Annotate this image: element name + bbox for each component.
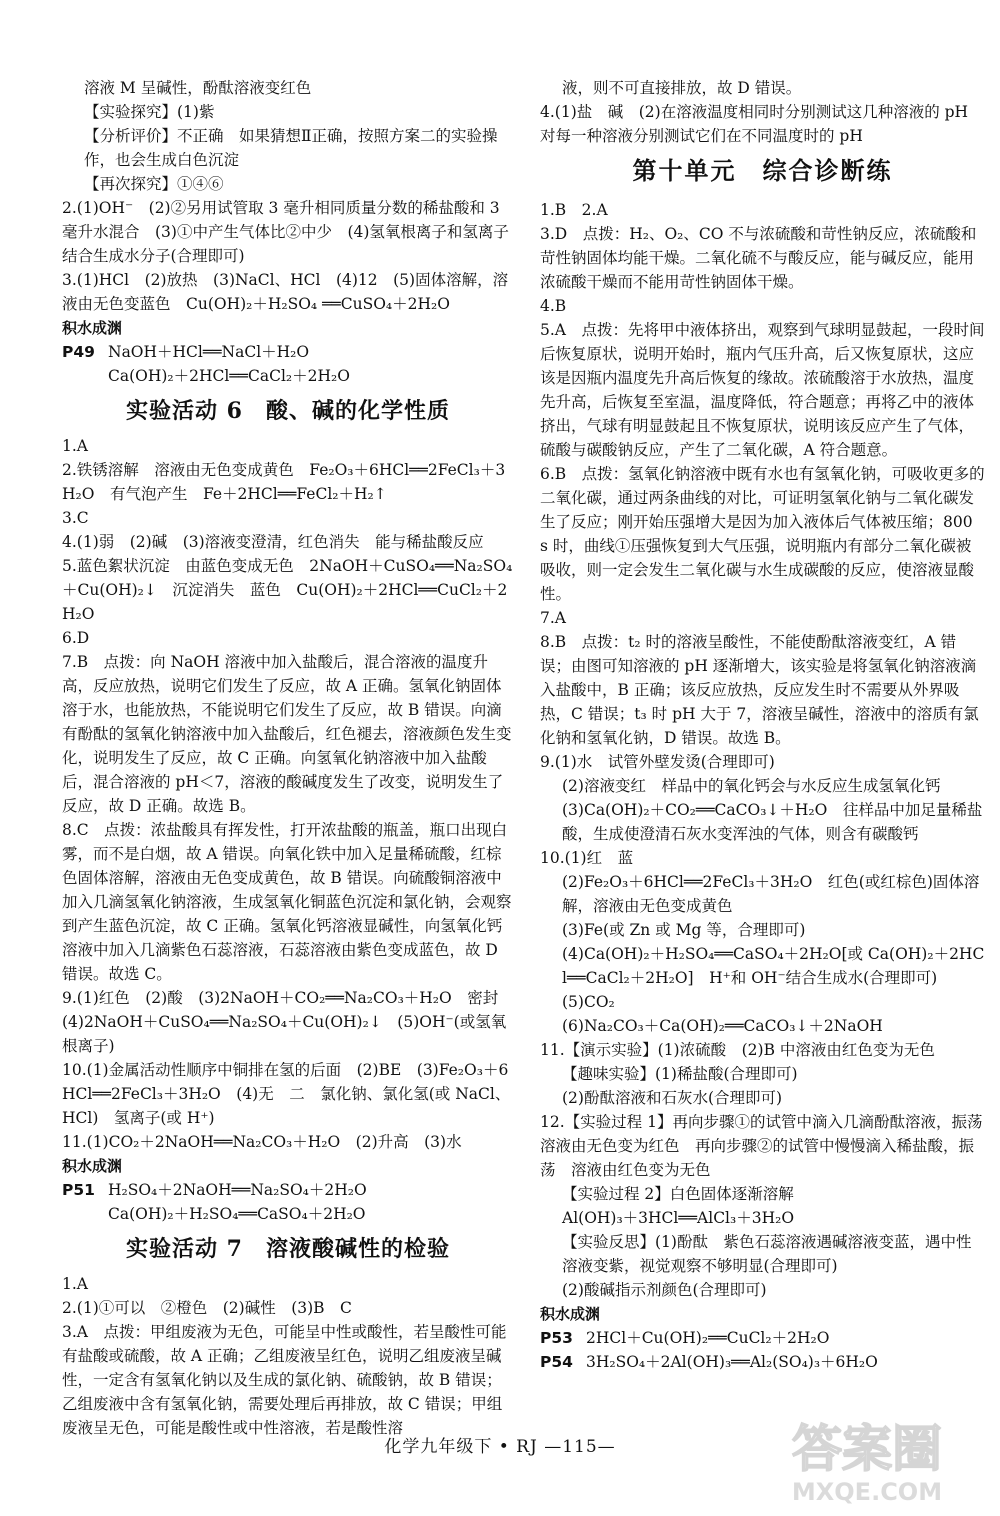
section-label: 积水成渊 [62,319,123,337]
answer-line: 9.(1)水 试管外壁发烫(合理即可) [540,753,775,771]
answer-line: 1.B 2.A [540,201,608,219]
answer-line: (5)CO₂ [562,993,615,1011]
answer-line: 1.A [62,1275,88,1293]
answer-line: (2)酸碱指示剂颜色(合理即可) [562,1281,767,1299]
watermark-logo [752,1408,982,1508]
answer-line: 8.B 点拨：t₂ 时的溶液呈酸性，不能使酚酞溶液变红，A 错误；由图可知溶液的 pH 逐渐增大，该实验是将氢氧化钠溶液滴入盐酸中，B 正确；该反应放热，反应发生时不需要从外界吸热，C 错误；t₃ 时 pH 大于 7，溶液呈碱性，溶液中的溶质有氯化钠和氢氧化钠，D 错误。故选 B。 [540,633,979,747]
answer-line: 12.【实验过程 1】再向步骤①的试管中滴入几滴酚酞溶液，振荡 溶液由无色变为红色 再向步骤②的试管中慢慢滴入稀盐酸，振荡 溶液由红色变为无色 [540,1113,998,1179]
answer-line: (3)Fe(或 Zn 或 Mg 等，合理即可) [562,921,806,939]
answer-line: 6.D [62,629,90,647]
equation: Ca(OH)₂＋2HCl══CaCl₂＋2H₂O [108,367,350,385]
answer-line: 9.(1)红色 (2)酸 (3)2NaOH＋CO₂══Na₂CO₃＋H₂O 密封 (4)2NaOH＋CuSO₄══Na₂SO₄＋Cu(OH)₂↓ (5)OH⁻(或氢氧根离子) [62,989,514,1055]
answer-line: 10.(1)红 蓝 [540,849,634,867]
equation: H₂SO₄＋2NaOH══Na₂SO₄＋2H₂O [108,1181,367,1199]
answer-line: (2)Fe₂O₃＋6HCl══2FeCl₃＋3H₂O 红色(或红棕色)固体溶解，溶液由无色变成黄色 [562,873,980,915]
page-ref-line [62,1178,514,1202]
answer-line: 【趣味实验】(1)稀盐酸(合理即可) [562,1065,798,1083]
page-ref-line [540,1326,985,1350]
watermark-main-text: 答案圈 [792,1420,942,1478]
answer-line: 2.(1)①可以 ②橙色 (2)碱性 (3)B C [62,1299,352,1317]
answer-line: (2)溶液变红 样品中的氧化钙会与水反应生成氢氧化钙 [562,777,941,795]
answers-block-e [540,198,998,1302]
answers-block-c [62,1272,514,1440]
right-column [540,76,998,1374]
answer-line: 【实验过程 2】白色固体逐渐溶解 [562,1185,794,1203]
equation: NaOH＋HCl══NaCl＋H₂O [108,343,310,361]
answer-line: 4.(1)弱 (2)碱 (3)溶液变澄清，红色消失 能与稀盐酸反应 [62,533,484,551]
answer-line: 2.(1)OH⁻ (2)②另用试管取 3 毫升相同质量分数的稀盐酸和 3 毫升水混合 (3)①中产生气体比②中少 (4)氢氧根离子和氢离子结合生成水分子(合理即可) [62,199,509,265]
equation: Ca(OH)₂＋H₂SO₄══CaSO₄＋2H₂O [108,1205,366,1223]
answer-line: 5.A 点拨：先将甲中液体挤出，观察到气球明显鼓起，一段时间后恢复原状，说明开始时，瓶内气压升高，后又恢复原状，这应该是因瓶内温度先升高后恢复的缘故。浓硫酸溶于水放热，温度先升高，后恢复至室温，温度降低，符合题意；再将乙中的液体挤出，气球有明显鼓起且不恢复原状，说明该反应产生了气体，硫酸与碳酸钠反应，产生了二氧化碳，A 符合题意。 [540,321,985,459]
answer-line: 7.B 点拨：向 NaOH 溶液中加入盐酸后，混合溶液的温度升高，反应放热，说明它们发生了反应，故 A 正确。氢氧化钠固体溶于水，也能放热，不能说明它们发生了反应，故 B 错误。向滴有酚酞的氢氧化钠溶液中加入盐酸后，红色褪去，溶液颜色发生变化，说明发生了反应，故 C 正确。向氢氧化钠溶液中加入盐酸后，混合溶液的 pH＜7，溶液的酸碱度发生了改变，说明发生了反应，故 D 正确。故选 B。 [62,653,512,815]
section-label: 积水成渊 [62,1157,123,1175]
answer-line: 【实验反思】(1)酚酞 紫色石蕊溶液遇碱溶液变蓝，遇中性溶液变紫，视觉观察不够明显(合理即可) [562,1233,972,1275]
page-footer: 化学九年级下 • RJ —115— [384,1437,616,1457]
page-ref-label: P54 [540,1353,573,1371]
answer-line: 【实验探究】(1)紫 [84,103,215,121]
answer-line: 5.蓝色絮状沉淀 由蓝色变成无色 2NaOH＋CuSO₄══Na₂SO₄＋Cu(OH)₂↓ 沉淀消失 蓝色 Cu(OH)₂＋2HCl══CuCl₂＋2H₂O [62,557,513,623]
answer-line: (3)Ca(OH)₂＋CO₂══CaCO₃↓＋H₂O 往样品中加足量稀盐酸，生成使澄清石灰水变浑浊的气体，则含有碳酸钙 [562,801,983,843]
watermark-sub-text: MXQE.COM [791,1478,943,1506]
answers-block-d [540,76,985,148]
section-title: 实验活动 6 酸、碱的化学性质 [126,398,450,424]
answer-line: 2.铁锈溶解 溶液由无色变成黄色 Fe₂O₃＋6HCl══2FeCl₃＋3H₂O 有气泡产生 Fe＋2HCl══FeCl₂＋H₂↑ [62,461,506,503]
unit-title: 第十单元 综合诊断练 [632,156,893,185]
page-ref-label: P49 [62,343,95,361]
section-title: 实验活动 7 溶液酸碱性的检验 [126,1236,450,1262]
answer-line: 4.B [540,297,567,315]
answer-line: 10.(1)金属活动性顺序中铜排在氢的后面 (2)BE (3)Fe₂O₃＋6HCl══2FeCl₃＋3H₂O (4)无 二 氯化钠、氯化氢(或 NaCl、HCl) 氢离子(或 H⁺) [62,1061,511,1127]
answer-line: 11.【演示实验】(1)浓硫酸 (2)B 中溶液由红色变为无色 [540,1041,935,1059]
answer-line: 7.A [540,609,566,627]
answers-block-b [62,434,514,1154]
answer-line: (6)Na₂CO₃＋Ca(OH)₂══CaCO₃↓＋2NaOH [562,1017,883,1035]
answer-line: 6.B 点拨：氢氧化钠溶液中既有水也有氢氧化钠，可吸收更多的二氧化碳，通过两条曲线的对比，可证明氢氧化钠与二氧化碳发生了反应；刚开始压强增大是因为加入液体后气体被压缩；800 s 时，曲线①压强恢复到大气压强，说明瓶内有部分二氧化碳被吸收，则一定会发生二氧化碳与水生成碳酸的反应，使溶液显酸性。 [540,465,985,603]
answers-block-a [62,76,514,316]
equation: 2HCl＋Cu(OH)₂══CuCl₂＋2H₂O [586,1329,830,1347]
answer-line: (4)Ca(OH)₂＋H₂SO₄══CaSO₄＋2H₂O[或 Ca(OH)₂＋2HCl══CaCl₂＋2H₂O] H⁺和 OH⁻结合生成水(合理即可) [562,945,985,987]
answer-line: 液，则不可直接排放，故 D 错误。 [562,79,802,97]
answer-line: (2)酚酞溶液和石灰水(合理即可) [562,1089,783,1107]
left-column [62,76,514,1440]
page-ref-line [540,1350,985,1374]
equation: 3H₂SO₄＋2Al(OH)₃══Al₂(SO₄)₃＋6H₂O [586,1353,878,1371]
page-ref-line [62,340,514,364]
answer-line: Al(OH)₃＋3HCl══AlCl₃＋3H₂O [562,1209,795,1227]
answer-line: 1.A [62,437,88,455]
answer-line: 【再次探究】①④⑥ [84,175,224,193]
page-ref-label: P51 [62,1181,95,1199]
page-ref-label: P53 [540,1329,573,1347]
answer-line: 3.(1)HCl (2)放热 (3)NaCl、HCl (4)12 (5)固体溶解，溶液由无色变蓝色 Cu(OH)₂＋H₂SO₄ ══CuSO₄＋2H₂O [62,271,509,313]
answer-line: 3.D 点拨：H₂、O₂、CO 不与浓硫酸和苛性钠反应，浓硫酸和苛性钠固体均能干燥。二氧化硫不与酸反应，能与碱反应，能用浓硫酸干燥而不能用苛性钠固体干燥。 [540,225,977,291]
answer-line: 11.(1)CO₂＋2NaOH══Na₂CO₃＋H₂O (2)升高 (3)水 [62,1133,462,1151]
answer-line: 3.A 点拨：甲组废液为无色，可能呈中性或酸性，若呈酸性可能有盐酸或硫酸，故 A 正确；乙组废液呈红色，说明乙组废液呈碱性，一定含有氢氧化钠以及生成的氯化钠、硫酸钠，故 B 错误；乙组废液中含有氢氧化钠，需要处理后再排放，故 C 错误；甲组废液呈无色，可能是酸性或中性溶液，若是酸性溶 [62,1323,507,1437]
answer-line: 8.C 点拨：浓盐酸具有挥发性，打开浓盐酸的瓶盖，瓶口出现白雾，而不是白烟，故 A 错误。向氧化铁中加入足量稀硫酸，红棕色固体溶解，溶液由无色变成黄色，故 B 错误。向硫酸铜溶液中加入几滴氢氧化钠溶液，生成氢氧化铜蓝色沉淀和氯化钠，会观察到产生蓝色沉淀，故 C 正确。氢氧化钙溶液显碱性，向氢氧化钙溶液中加入几滴紫色石蕊溶液，石蕊溶液由紫色变成蓝色，故 D 错误。故选 C。 [62,821,512,983]
section-label: 积水成渊 [540,1305,601,1323]
answer-line: 溶液 M 呈碱性，酚酞溶液变红色 [84,79,312,97]
answer-line: 4.(1)盐 碱 (2)在溶液温度相同时分别测试这几种溶液的 pH 对每一种溶液分别测试它们在不同温度时的 pH [540,103,984,145]
answer-line: 【分析评价】不正确 如果猜想Ⅱ正确，按照方案二的实验操作，也会生成白色沉淀 [84,127,498,169]
answer-line: 3.C [62,509,89,527]
